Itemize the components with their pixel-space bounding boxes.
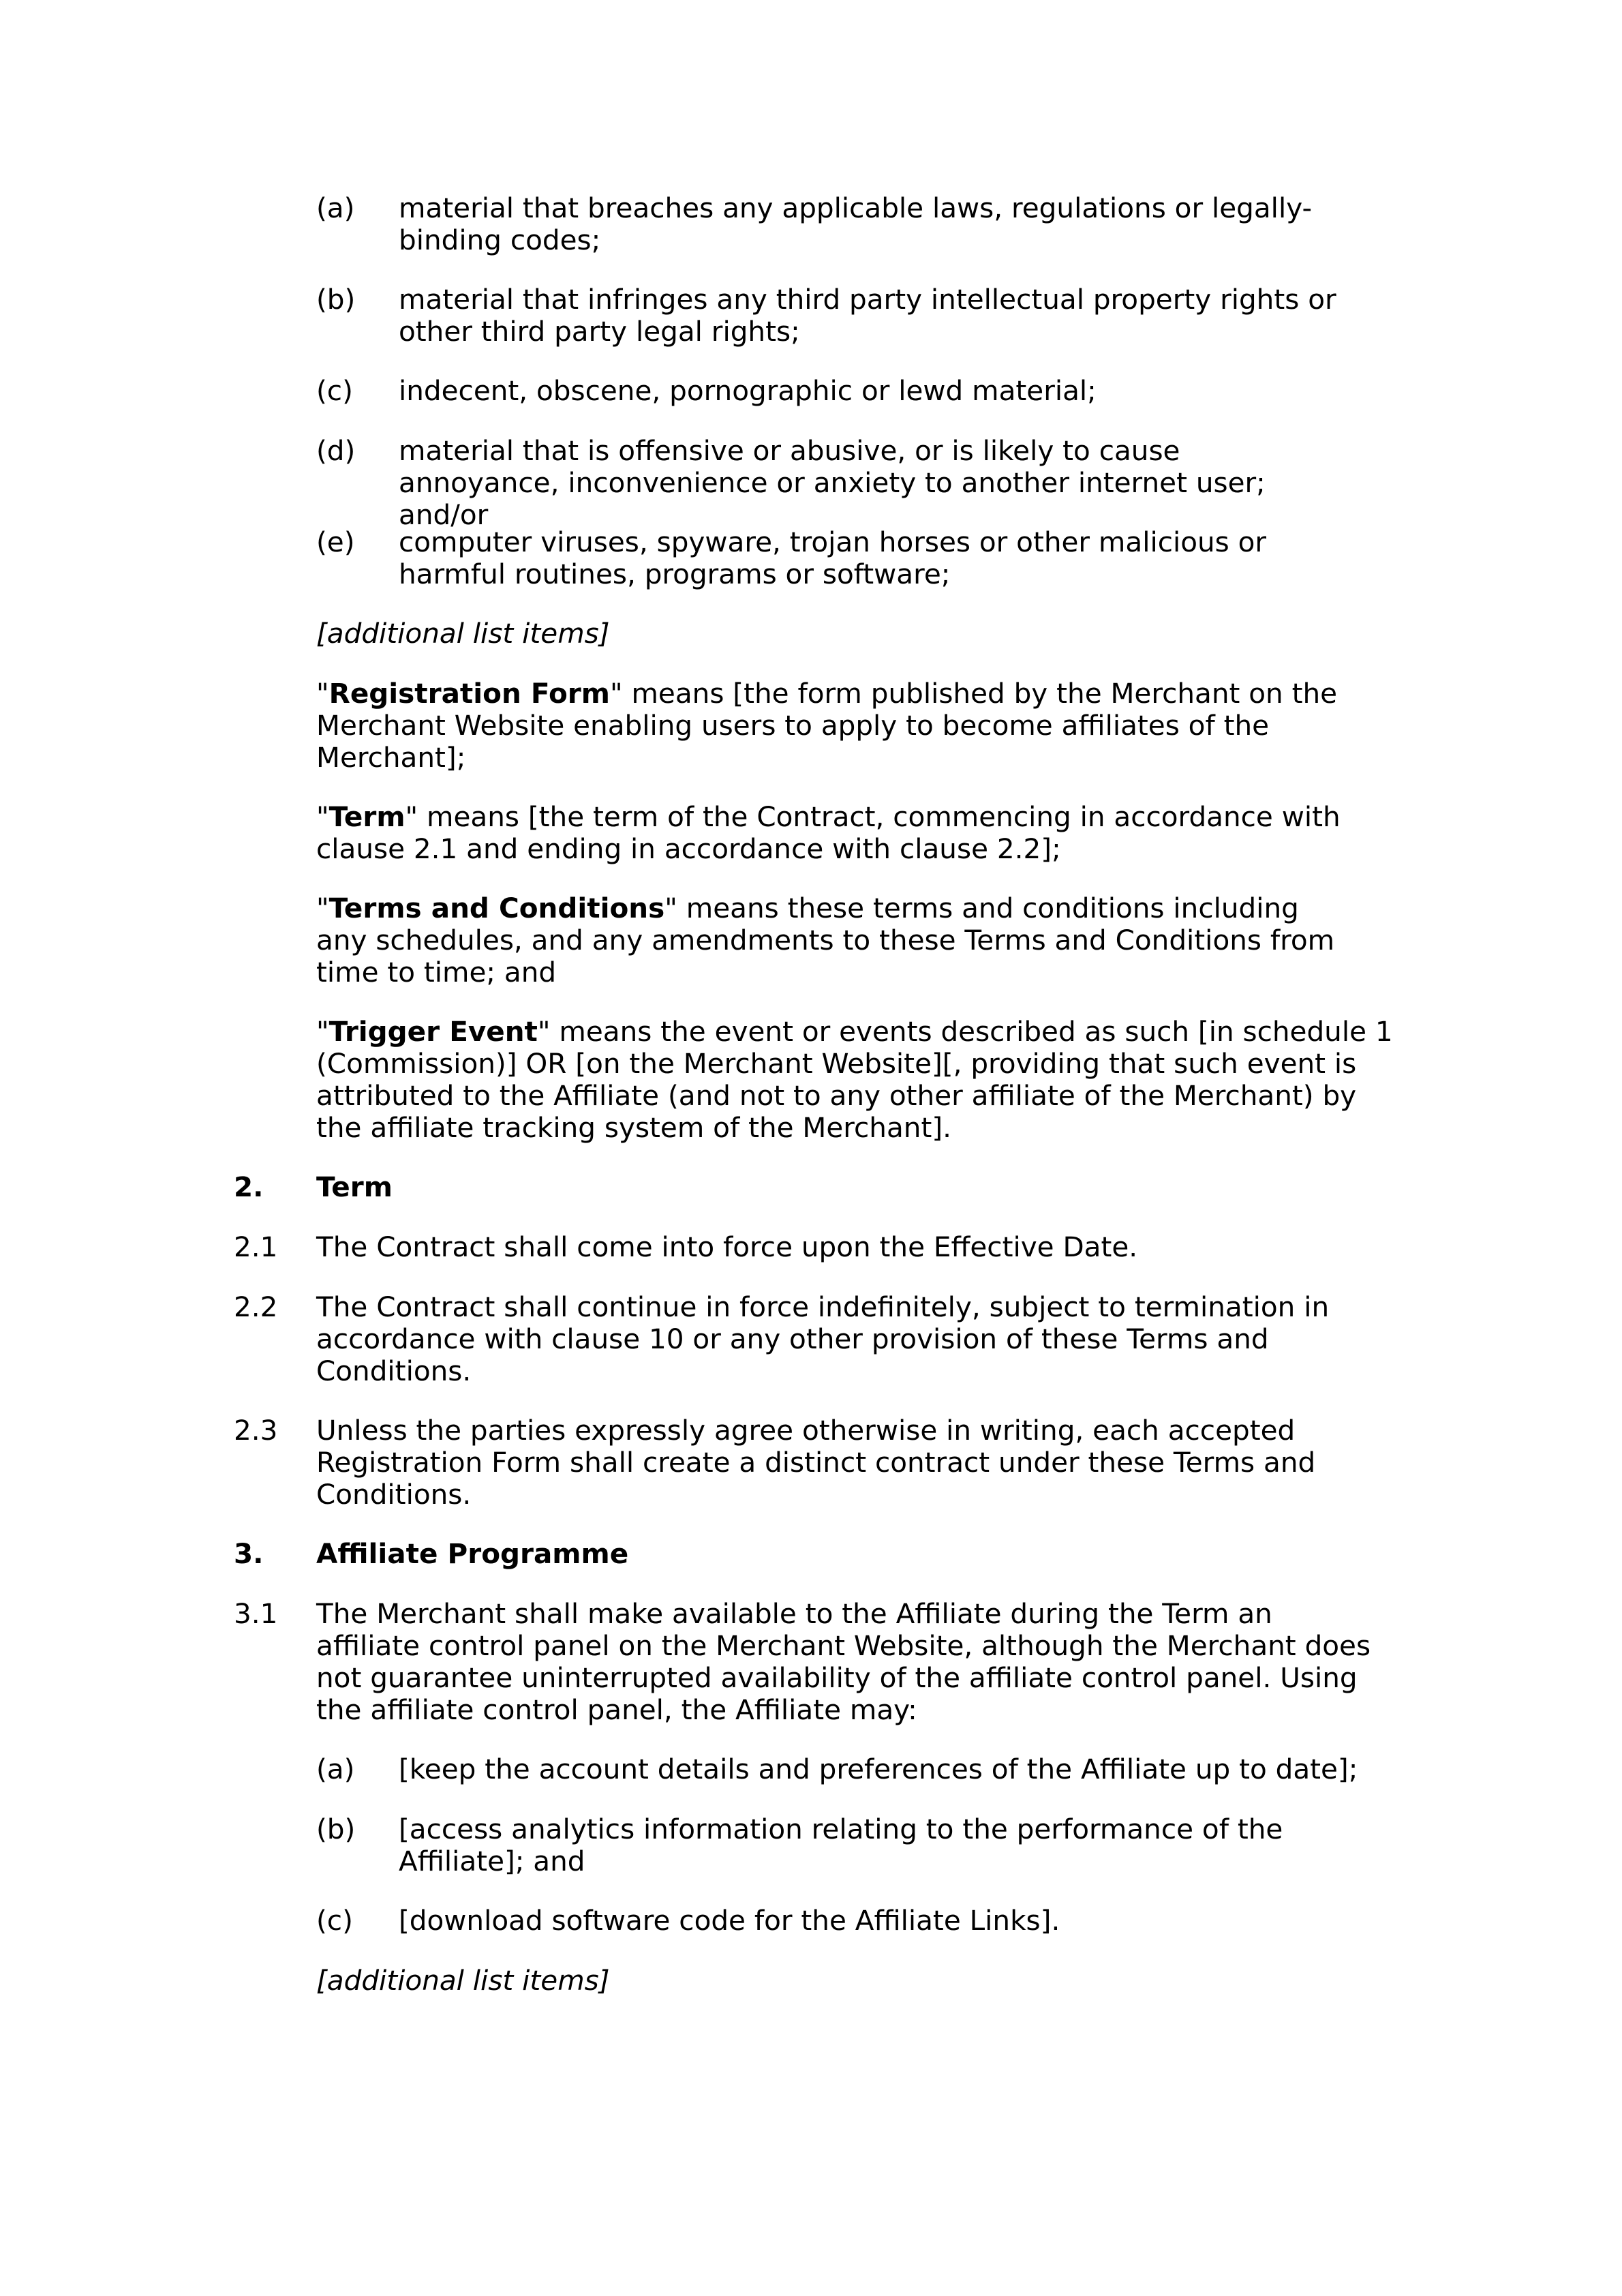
clause-text: The Contract shall come into force upon the Effective Date. bbox=[316, 1230, 1138, 1263]
quote-mark: " bbox=[316, 800, 329, 833]
list-item-text: [keep the account details and preferences of the Affiliate up to date]; bbox=[399, 1753, 1358, 1785]
defined-term: Term bbox=[328, 800, 406, 833]
clause-number: 3.1 bbox=[234, 1597, 278, 1630]
list-item-label: (c) bbox=[316, 374, 353, 407]
definition-term bbox=[316, 801, 1352, 865]
definition-terms-and-conditions bbox=[316, 892, 1352, 988]
additional-list-items-note: [additional list items] bbox=[316, 617, 610, 650]
list-item-label: (c) bbox=[316, 1904, 353, 1937]
defined-term: Registration Form bbox=[328, 677, 610, 710]
defined-term: Trigger Event bbox=[328, 1015, 538, 1048]
quote-mark: " bbox=[316, 1015, 329, 1048]
list-item-label: (b) bbox=[316, 283, 356, 316]
list-item-label: (d) bbox=[316, 434, 356, 467]
list-item-label: (e) bbox=[316, 526, 355, 558]
defined-term: Terms and Conditions bbox=[328, 892, 665, 924]
clause-text: The Merchant shall make available to the Affiliate during the Term an affiliate control panel on the Merchant Website, although the Merchant does not guarantee uninterrupted availability of the affiliate control panel. Using the affiliate control panel, the Affiliate may: bbox=[316, 1597, 1371, 1726]
clause-text: Unless the parties expressly agree otherwise in writing, each accepted Registration Form shall create a distinct contract under these Terms and Conditions. bbox=[316, 1414, 1316, 1511]
quote-mark: " bbox=[316, 677, 329, 710]
definition-text: " means the event or events described as such [in schedule 1 (Commission)] OR [on the Merchant Website][, providing that such event is attributed to the Affiliate (and not to any other affiliate of the Merchant) by the affiliate tracking system of the Merchant]. bbox=[316, 1015, 1393, 1144]
section-number: 3. bbox=[234, 1537, 264, 1570]
definition-text: " means [the form published by the Merchant on the Merchant Website enabling users to apply to become affiliates of the Merchant]; bbox=[316, 677, 1338, 774]
list-item-text: material that infringes any third party intellectual property rights or other third party legal rights; bbox=[399, 283, 1336, 348]
list-item-text: [download software code for the Affiliate Links]. bbox=[399, 1904, 1060, 1937]
list-item-text: indecent, obscene, pornographic or lewd material; bbox=[399, 374, 1097, 407]
clause-number: 2.1 bbox=[234, 1230, 278, 1263]
list-item-label: (a) bbox=[316, 1753, 355, 1785]
definition-registration-form bbox=[316, 678, 1352, 774]
list-item-text: [access analytics information relating to the performance of the Affiliate]; and bbox=[399, 1813, 1283, 1877]
quote-mark: " bbox=[316, 892, 329, 924]
list-item-text: material that is offensive or abusive, or is likely to cause annoyance, inconvenience or anxiety to another internet user; and/or bbox=[399, 434, 1266, 531]
clause-number: 2.3 bbox=[234, 1414, 278, 1447]
list-item-text: computer viruses, spyware, trojan horses or other malicious or harmful routines, programs or software; bbox=[399, 526, 1267, 590]
list-item-label: (b) bbox=[316, 1813, 356, 1845]
clause-text: The Contract shall continue in force indefinitely, subject to termination in accordance with clause 10 or any other provision of these Terms and Conditions. bbox=[316, 1290, 1330, 1387]
list-item-label: (a) bbox=[316, 192, 355, 224]
clause-number: 2.2 bbox=[234, 1290, 278, 1323]
definition-trigger-event bbox=[316, 1016, 1393, 1144]
section-title: Affiliate Programme bbox=[316, 1537, 629, 1570]
additional-list-items-note: [additional list items] bbox=[316, 1964, 610, 1997]
definition-text: " means these terms and conditions including any schedules, and any amendments to these Terms and Conditions from time to time; and bbox=[316, 892, 1335, 988]
section-number: 2. bbox=[234, 1170, 264, 1203]
section-title: Term bbox=[316, 1170, 393, 1203]
list-item-text: material that breaches any applicable laws, regulations or legally-binding codes; bbox=[399, 192, 1313, 256]
definition-text: " means [the term of the Contract, commencing in accordance with clause 2.1 and ending in accordance with clause 2.2]; bbox=[316, 800, 1341, 865]
